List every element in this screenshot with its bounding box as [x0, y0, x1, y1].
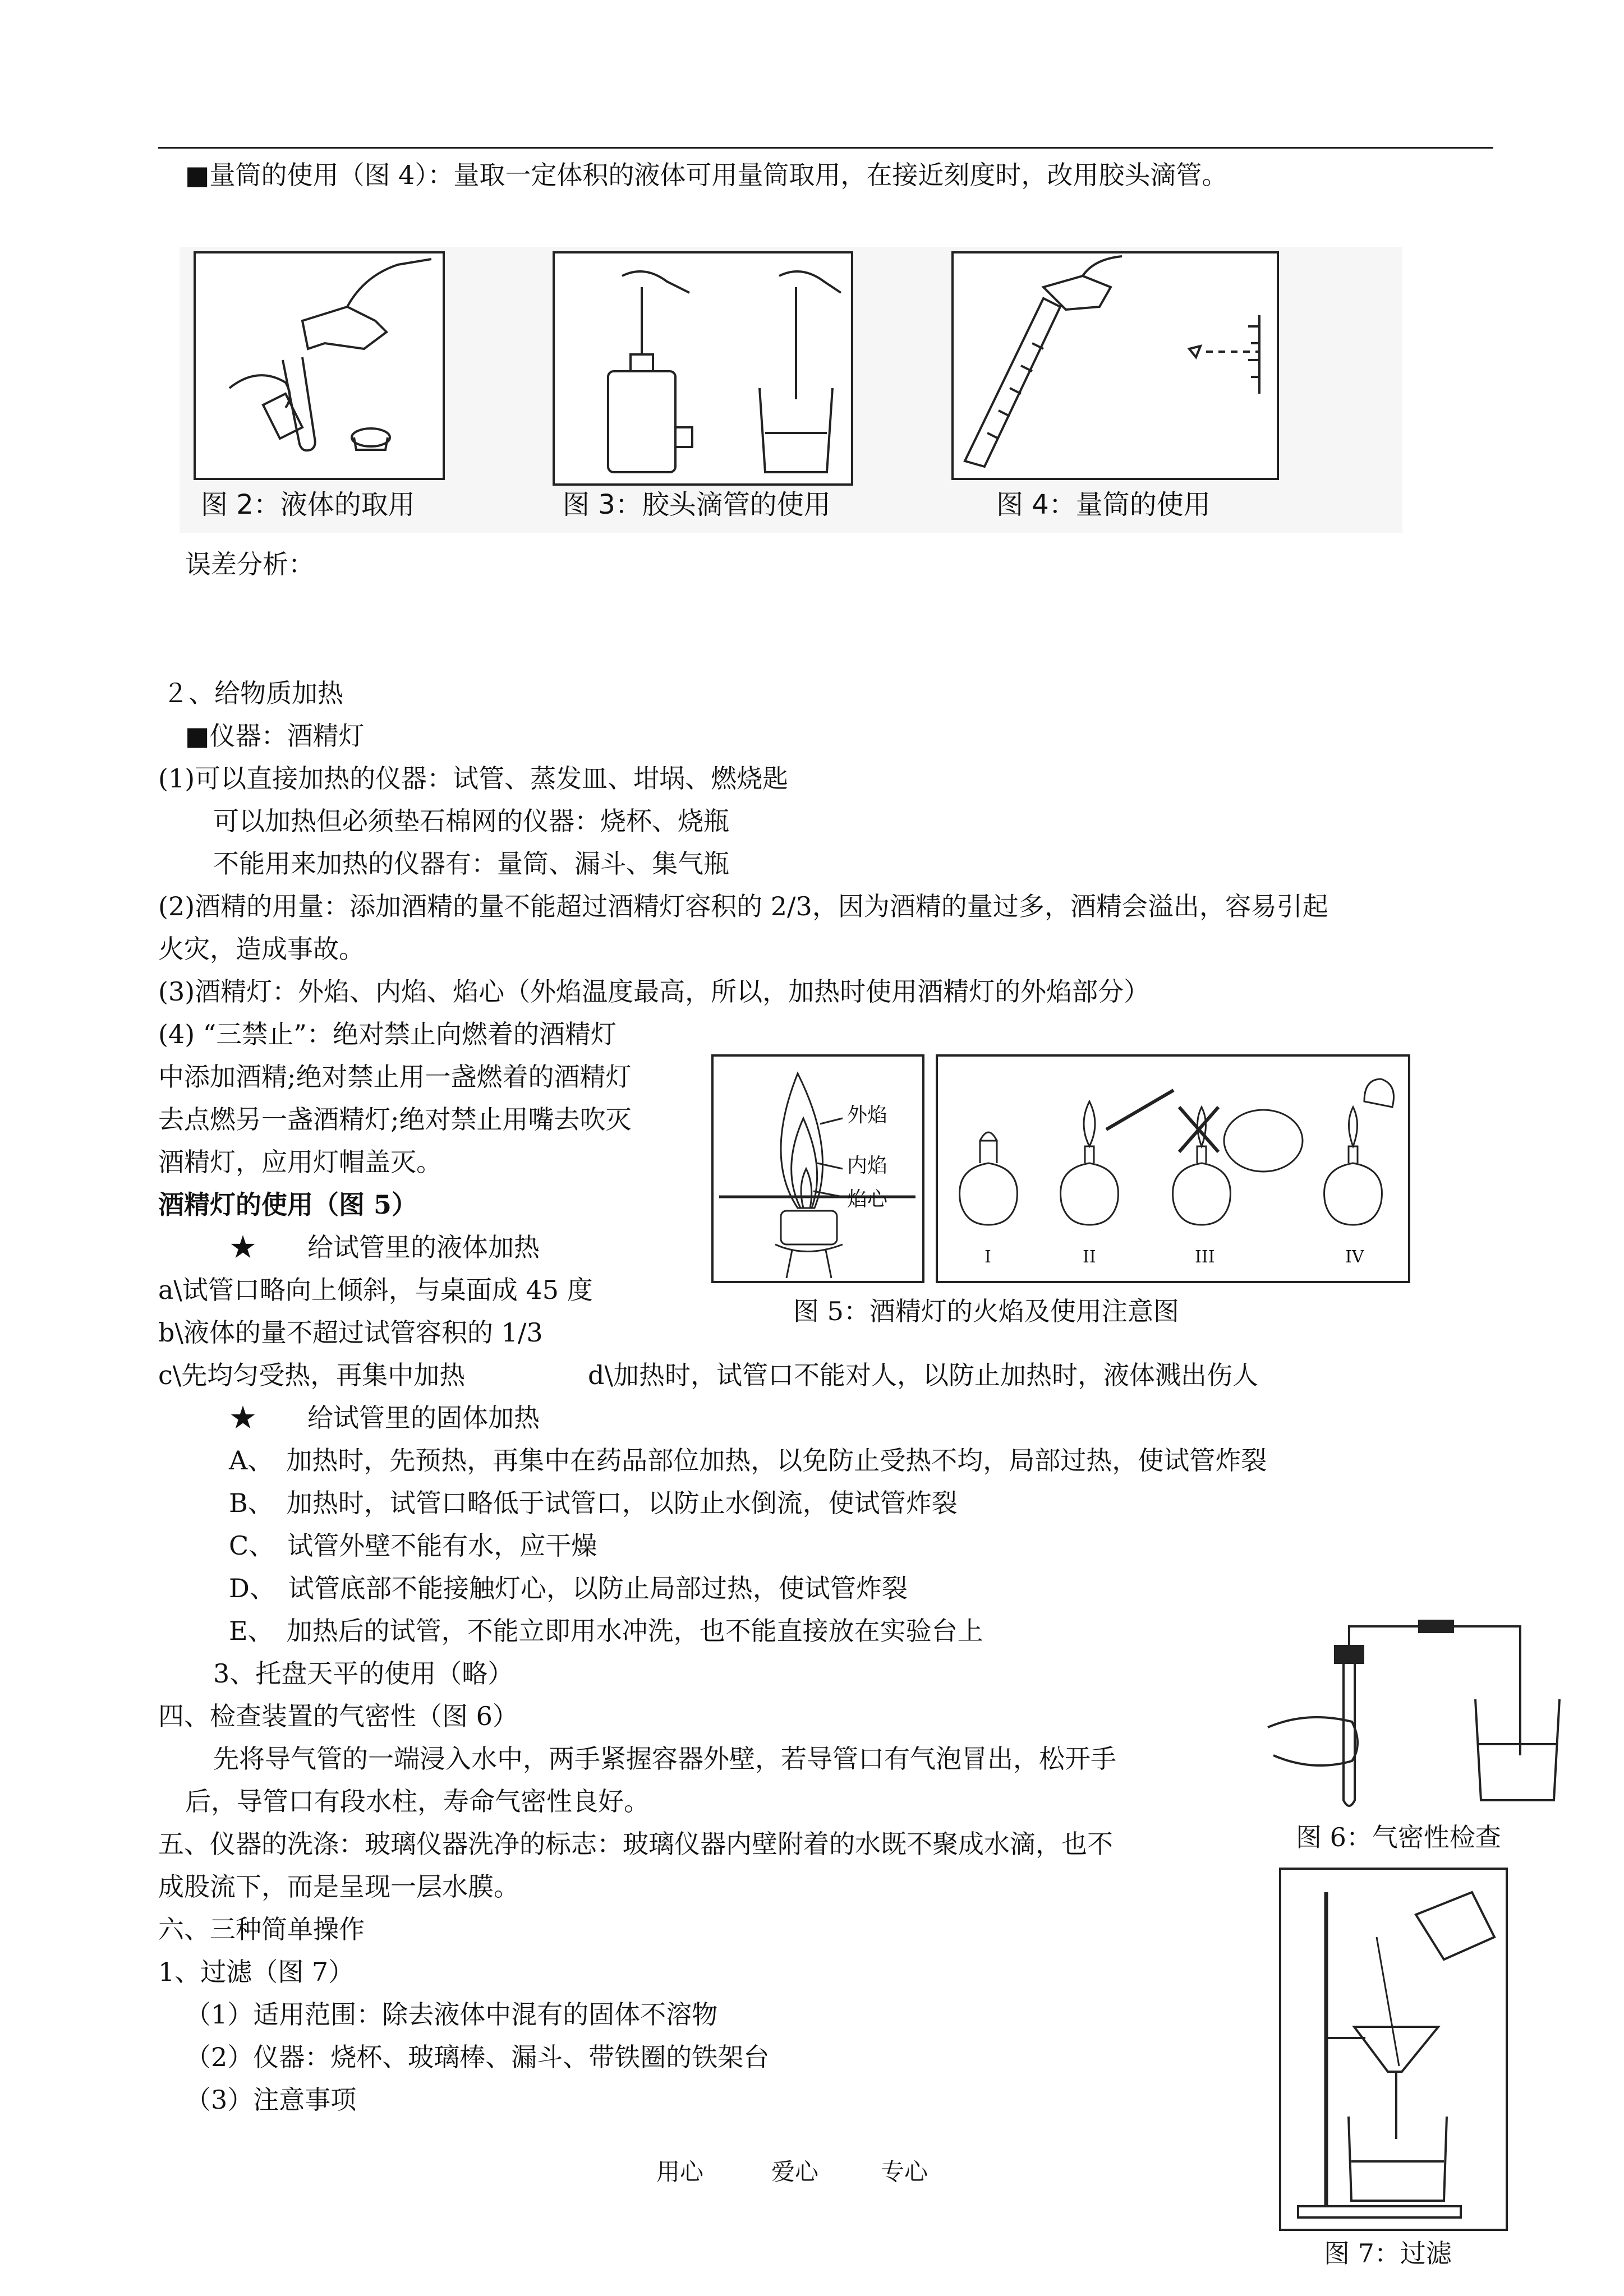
footer-text-2: 爱心 — [771, 2158, 819, 2186]
heating-p4c: 去点燃另一盏酒精灯;绝对禁止用嘴去吹灭 — [158, 1104, 632, 1135]
heating-p4d: 酒精灯，应用灯帽盖灭。 — [158, 1147, 442, 1177]
liquid-d: d\加热时，试管口不能对人，以防止加热时，液体溅出伤人 — [588, 1360, 1258, 1390]
airtight-title: 四、检查装置的气密性（图 6） — [158, 1701, 518, 1731]
washing-p1: 五、仪器的洗涤：玻璃仪器洗净的标志：玻璃仪器内壁附着的水既不聚成水滴，也不 — [158, 1829, 1113, 1859]
filter-item-1: （1）适用范围：除去液体中混有的固体不溶物 — [185, 1999, 718, 2030]
heating-title: ２、给物质加热 — [163, 678, 343, 708]
flame-label-outer: 外焰 — [847, 1104, 888, 1127]
washing-p2: 成股流下，而是呈现一层水膜。 — [158, 1871, 519, 1902]
figure-7-caption: 图 7：过滤 — [1324, 2238, 1452, 2269]
figure-6-airtightness — [1251, 1615, 1571, 1817]
liquid-a: a\试管口略向上倾斜，与桌面成 45 度 — [158, 1275, 593, 1305]
filter-title: 1、过滤（图 7） — [158, 1957, 355, 1987]
simple-ops-title: 六、三种简单操作 — [158, 1914, 365, 1944]
balance-line: 3、托盘天平的使用（略） — [213, 1658, 514, 1689]
flame-label-inner: 内焰 — [847, 1154, 888, 1177]
figure-5-lamp-rules — [936, 1054, 1410, 1283]
cylinder-paragraph: ■量筒的使用（图 4）：量取一定体积的液体可用量筒取用，在接近刻度时，改用胶头滴管。 — [185, 160, 1228, 190]
figure-6-caption: 图 6：气密性检查 — [1296, 1822, 1501, 1852]
airtight-p1: 先将导气管的一端浸入水中，两手紧握容器外壁，若导管口有气泡冒出，松开手 — [213, 1744, 1116, 1774]
figure-3-dropper — [553, 251, 853, 486]
heating-p4a: (4) “三禁止”：绝对禁止向燃着的酒精灯 — [158, 1019, 617, 1049]
solid-A: A、 加热时，先预热，再集中在药品部位加热，以免防止受热不均，局部过热，使试管炸裂 — [229, 1445, 1267, 1476]
figure-4-graduated-cylinder — [951, 251, 1279, 480]
footer-text-1: 用心 — [656, 2158, 704, 2186]
heating-p2b: 火灾，造成事故。 — [158, 934, 365, 964]
lamp-numeral-1: I — [984, 1247, 991, 1267]
figure-2-caption: 图 2：液体的取用 — [201, 489, 415, 520]
heating-p1c: 不能用来加热的仪器有：量筒、漏斗、集气瓶 — [213, 849, 729, 879]
lamp-numeral-2: II — [1083, 1247, 1096, 1267]
footer-text-3: 专心 — [881, 2158, 928, 2186]
heating-p1b: 可以加热但必须垫石棉网的仪器：烧杯、烧瓶 — [213, 806, 729, 836]
header-rule — [158, 147, 1493, 149]
figure-4-caption: 图 4：量筒的使用 — [996, 489, 1211, 520]
figure-5-flame — [711, 1054, 924, 1283]
figure-2-liquid-pouring — [194, 251, 445, 480]
solid-C: C、 试管外壁不能有水，应干燥 — [229, 1530, 597, 1561]
heating-p1: (1)可以直接加热的仪器：试管、蒸发皿、坩埚、燃烧匙 — [158, 763, 789, 794]
heating-p2a: (2)酒精的用量：添加酒精的量不能超过酒精灯容积的 2/3，因为酒精的量过多，酒精会溢出，容易引起 — [158, 891, 1328, 921]
error-analysis-label: 误差分析： — [185, 549, 314, 579]
liquid-heating-title: ★ 给试管里的液体加热 — [230, 1232, 540, 1262]
lamp-use-heading: 酒精灯的使用（图 5） — [158, 1190, 418, 1220]
heating-p3: (3)酒精灯：外焰、内焰、焰心（外焰温度最高，所以，加热时使用酒精灯的外焰部分） — [158, 976, 1150, 1007]
lamp-numeral-4: IV — [1345, 1247, 1364, 1267]
solid-heating-title: ★ 给试管里的固体加热 — [230, 1403, 540, 1433]
heating-p4b: 中添加酒精;绝对禁止用一盏燃着的酒精灯 — [158, 1062, 632, 1092]
figure-5-caption: 图 5：酒精灯的火焰及使用注意图 — [793, 1296, 1179, 1326]
flame-label-core: 焰心 — [847, 1188, 888, 1211]
heating-instrument: ■仪器：酒精灯 — [185, 721, 365, 751]
figure-3-caption: 图 3：胶头滴管的使用 — [563, 489, 831, 520]
solid-E: E、 加热后的试管，不能立即用水冲洗，也不能直接放在实验台上 — [229, 1616, 983, 1646]
liquid-b: b\液体的量不超过试管容积的 1/3 — [158, 1317, 543, 1348]
figure-7-filtration — [1279, 1868, 1508, 2231]
filter-item-3: （3）注意事项 — [185, 2085, 357, 2115]
solid-D: D、 试管底部不能接触灯心，以防止局部过热，使试管炸裂 — [229, 1573, 908, 1603]
lamp-numeral-3: III — [1195, 1247, 1215, 1267]
airtight-p2: 后，导管口有段水柱，寿命气密性良好。 — [185, 1786, 650, 1816]
liquid-c: c\先均匀受热，再集中加热 — [158, 1360, 466, 1390]
solid-B: B、 加热时，试管口略低于试管口，以防止水倒流，使试管炸裂 — [229, 1488, 958, 1518]
filter-item-2: （2）仪器：烧杯、玻璃棒、漏斗、带铁圈的铁架台 — [185, 2042, 770, 2072]
